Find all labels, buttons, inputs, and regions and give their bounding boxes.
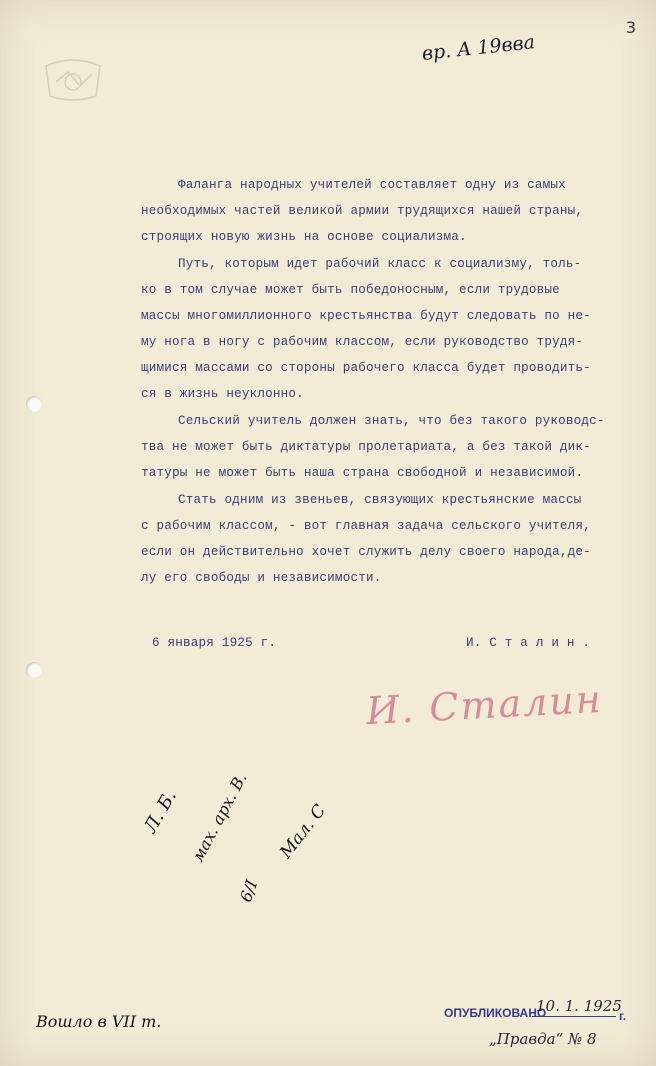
paragraph-4-line-4: лу его свободы и независимости. [141,571,382,585]
paragraph-2-line-3: массы многомиллионного крестьянства будут следовать по не- [141,309,591,323]
embossed-seal-icon [38,52,108,104]
published-newspaper: „Правда“ № 8 [489,1030,597,1048]
paragraph-4-line-1: Стать одним из звеньев, связующих крестьянские массы [178,493,582,507]
published-stamp-suffix: г. [619,1009,627,1023]
paragraph-2-line-6: ся в жизнь неуклонно. [141,387,304,401]
paragraph-4-line-3: если он действительно хочет служить делу своего народа,де- [141,545,591,559]
margin-note-date: 6/I [236,877,262,905]
paragraph-2-line-4: му нога в ногу с рабочим классом, если руководство трудя- [141,335,584,349]
margin-note-volume: Вошло в VII т. [36,1012,162,1031]
letter-date: 6 января 1925 г. [152,636,277,650]
paragraph-1-line-3: строящих новую жизнь на основе социализма. [141,230,467,244]
paragraph-3-line-1: Сельский учитель должен знать, что без такого руководс- [178,414,605,428]
archive-note: вр. А 19ввa [420,31,536,65]
margin-note-initialled: Мал. С [276,800,331,863]
paragraph-2-line-1: Путь, которым идет рабочий класс к социализму, толь- [178,257,582,271]
typed-signature: И. С т а л и н . [466,636,591,650]
published-stamp-date: 10. 1. 1925 [536,997,622,1015]
hole-punch [26,662,42,678]
paragraph-1-line-1: Фаланга народных учителей составляет одну из самых [178,178,566,192]
stamp-underline [532,1016,616,1017]
handwritten-signature: И. Сталин [365,676,604,734]
paragraph-1-line-2: необходимых частей великой армии трудящихся нашей страны, [141,204,584,218]
paragraph-4-line-2: с рабочим классом, - вот главная задача сельского учителя, [141,519,591,533]
published-stamp-label: ОПУБЛИКОВАНО [444,1006,547,1020]
margin-note-initials: Л. Б. [140,786,181,837]
page-number: 3 [625,18,636,37]
hole-punch [26,396,42,412]
paragraph-2-line-5: щимися массами со стороны рабочего класса будет проводить- [141,361,591,375]
margin-note-archive: мах. арх. В. [188,769,251,865]
paragraph-3-line-2: тва не может быть диктатуры пролетариата, а без такой дик- [141,440,591,454]
paragraph-3-line-3: татуры не может быть наша страна свободной и независимой. [141,466,584,480]
paragraph-2-line-2: ко в том случае может быть победоносным, если трудовые [141,283,560,297]
